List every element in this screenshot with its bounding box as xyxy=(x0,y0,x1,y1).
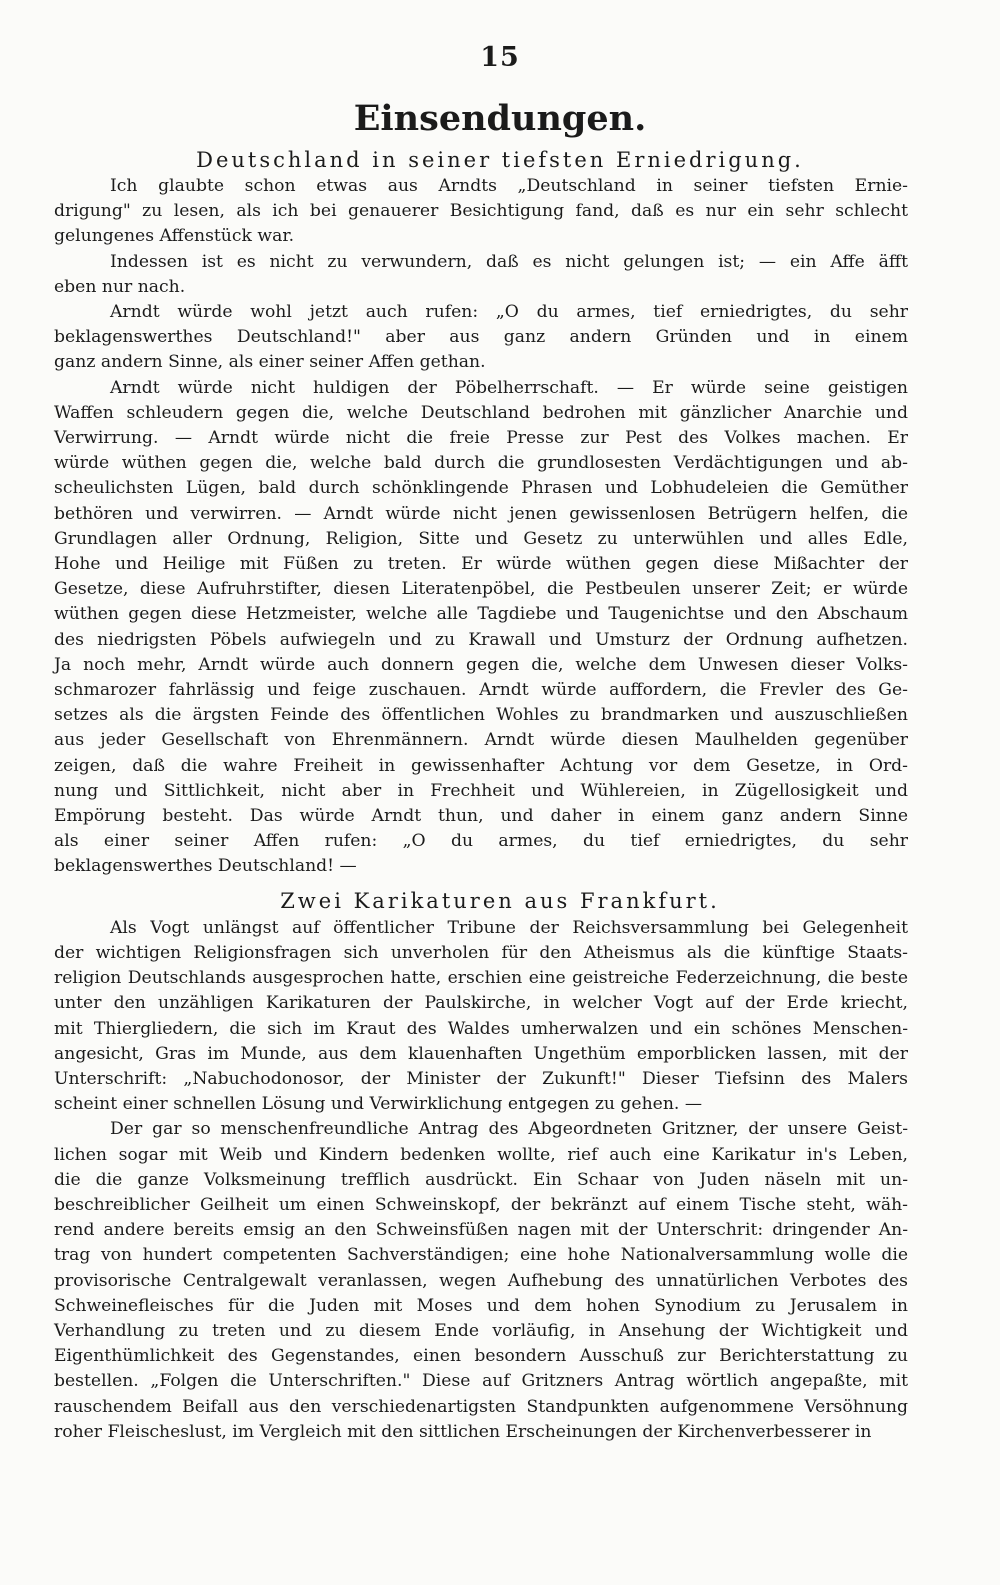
text-line: lichen sogar mit Weib und Kindern bedenken wollte, rief auch eine Karikatur in's Leben, xyxy=(54,1144,908,1165)
text-line: der wichtigen Religionsfragen sich unverholen für den Atheismus als die künftige Staats- xyxy=(54,942,908,963)
text-line: bestellen. „Folgen die Unterschriften." Diese auf Gritzners Antrag wörtlich angepaßte, mit xyxy=(54,1371,908,1392)
text-line: rauschendem Beifall aus den verschiedenartigsten Standpunkten aufgenommene Versöhnung xyxy=(54,1396,908,1417)
text-line: Eigenthümlichkeit des Gegenstandes, einen besondern Ausschuß zur Berichterstattung zu xyxy=(54,1346,908,1367)
text-line: Arndt würde wohl jetzt auch rufen: „O du armes, tief erniedrigtes, du sehr xyxy=(110,302,908,323)
text-line: wüthen gegen diese Hetzmeister, welche alle Tagdiebe und Taugenichtse und den Abschaum xyxy=(54,604,908,625)
paragraph xyxy=(54,916,908,1118)
articles xyxy=(54,146,908,1445)
text-line: unter den unzähligen Karikaturen der Paulskirche, in welcher Vogt auf der Erde kriecht, xyxy=(54,993,908,1014)
text-line: Unterschrift: „Nabuchodonosor, der Minister der Zukunft!" Dieser Tiefsinn des Malers xyxy=(54,1068,908,1089)
text-line: Empörung besteht. Das würde Arndt thun, und daher in einem ganz andern Sinne xyxy=(54,806,908,827)
text-line: Indessen ist es nicht zu verwundern, daß es nicht gelungen ist; — ein Affe äfft xyxy=(110,251,908,272)
text-line: schmarozer fahrlässig und feige zuschauen. Arndt würde auffordern, die Frevler des Ge- xyxy=(54,680,908,701)
article-title: Deutschland in seiner tiefsten Erniedrigung. xyxy=(196,148,804,172)
text-line: roher Fleischeslust, im Vergleich mit den sittlichen Erscheinungen der Kirchenverbesserer in xyxy=(54,1421,872,1442)
text-line: Verwirrung. — Arndt würde nicht die freie Presse zur Pest des Volkes machen. Er xyxy=(54,428,908,449)
text-line: Waffen schleudern gegen die, welche Deutschland bedrohen mit gänzlicher Anarchie und xyxy=(54,402,908,423)
text-line: als einer seiner Affen rufen: „O du armes, du tief erniedrigtes, du sehr xyxy=(54,831,908,852)
text-line: trag von hundert competenten Sachverständigen; eine hohe Nationalversammlung wolle die xyxy=(54,1245,908,1266)
section-heading: Einsendungen. xyxy=(353,98,647,139)
text-line: die die ganze Volksmeinung trefflich ausdrückt. Ein Schaar von Juden näseln mit un- xyxy=(54,1169,908,1190)
text-line: ganz andern Sinne, als einer seiner Affen gethan. xyxy=(54,352,486,373)
paragraph xyxy=(54,300,908,376)
text-line: Grundlagen aller Ordnung, Religion, Sitte und Gesetz zu unterwühlen und alles Edle, xyxy=(54,528,908,549)
paragraph xyxy=(54,174,908,250)
text-line: religion Deutschlands ausgesprochen hatte, erschien eine geistreiche Federzeichnung, die beste xyxy=(54,968,908,989)
text-line: eben nur nach. xyxy=(54,276,186,297)
text-line: aus jeder Gesellschaft von Ehrenmännern. Arndt würde diesen Maulhelden gegenüber xyxy=(54,730,908,751)
text-line: nung und Sittlichkeit, nicht aber in Frechheit und Wühlereien, in Zügellosigkeit und xyxy=(54,780,908,801)
text-line: beschreiblicher Geilheit um einen Schweinskopf, der bekränzt auf einem Tische steht, wäh- xyxy=(54,1194,908,1215)
text-line: zeigen, daß die wahre Freiheit in gewissenhafter Achtung vor dem Gesetze, in Ord- xyxy=(54,755,908,776)
text-line: setzes als die ärgsten Feinde des öffentlichen Wohles zu brandmarken und auszuschließen xyxy=(54,705,908,726)
text-line: scheulichsten Lügen, bald durch schönklingende Phrasen und Lobhudeleien die Gemüther xyxy=(54,478,908,499)
text-line: angesicht, Gras im Munde, aus dem klauenhaften Ungethüm emporblicken lassen, mit der xyxy=(54,1043,908,1064)
text-line: Ja noch mehr, Arndt würde auch donnern gegen die, welche dem Unwesen dieser Volks- xyxy=(54,654,908,675)
paragraph xyxy=(54,1117,908,1445)
text-line: beklagenswerthes Deutschland! — xyxy=(54,856,357,877)
text-line: bethören und verwirren. — Arndt würde nicht jenen gewissenlosen Betrügern helfen, die xyxy=(54,503,908,524)
text-line: Schweinefleisches für die Juden mit Moses und dem hohen Synodium zu Jerusalem in xyxy=(54,1295,908,1316)
text-line: Hohe und Heilige mit Füßen zu treten. Er würde wüthen gegen diese Mißachter der xyxy=(54,554,908,575)
text-line: Der gar so menschenfreundliche Antrag des Abgeordneten Gritzner, der unsere Geist- xyxy=(110,1119,908,1140)
text-line: Ich glaubte schon etwas aus Arndts „Deutschland in seiner tiefsten Ernie- xyxy=(110,176,908,196)
text-line: gelungenes Affenstück war. xyxy=(54,226,295,247)
article-title: Zwei Karikaturen aus Frankfurt. xyxy=(280,888,720,913)
text-line: rend andere bereits emsig an den Schweinsfüßen nagen mit der Unterschrit: dringender An- xyxy=(54,1220,908,1241)
text-line: würde wüthen gegen die, welche bald durch die grundlosesten Verdächtigungen und ab- xyxy=(54,453,908,474)
text-line: Arndt würde nicht huldigen der Pöbelherrschaft. — Er würde seine geistigen xyxy=(110,377,908,398)
text-line: scheint einer schnellen Lösung und Verwirklichung entgegen zu gehen. — xyxy=(54,1094,703,1115)
text-line: Gesetze, diese Aufruhrstifter, diesen Literatenpöbel, die Pestbeulen unserer Zeit; er würde xyxy=(54,579,908,600)
paragraph xyxy=(54,376,908,880)
text-line: beklagenswerthes Deutschland!" aber aus ganz andern Gründen und in einem xyxy=(54,327,908,348)
text-line: Verhandlung zu treten und zu diesem Ende vorläufig, in Ansehung der Wichtigkeit und xyxy=(54,1320,908,1341)
text-line: provisorische Centralgewalt veranlassen, wegen Aufhebung des unnatürlichen Verbotes des xyxy=(54,1270,908,1291)
page-number: 15 xyxy=(480,42,520,73)
paragraph xyxy=(54,250,908,300)
text-line: mit Thiergliedern, die sich im Kraut des Waldes umherwalzen und ein schönes Menschen- xyxy=(54,1018,908,1039)
text-line: Als Vogt unlängst auf öffentlicher Tribune der Reichsversammlung bei Gelegenheit xyxy=(110,917,908,938)
text-line: des niedrigsten Pöbels aufwiegeln und zu Krawall und Umsturz der Ordnung aufhetzen. xyxy=(54,629,908,650)
text-line: drigung" zu lesen, als ich bei genauerer Besichtigung fand, daß es nur ein sehr schlecht xyxy=(54,201,908,222)
